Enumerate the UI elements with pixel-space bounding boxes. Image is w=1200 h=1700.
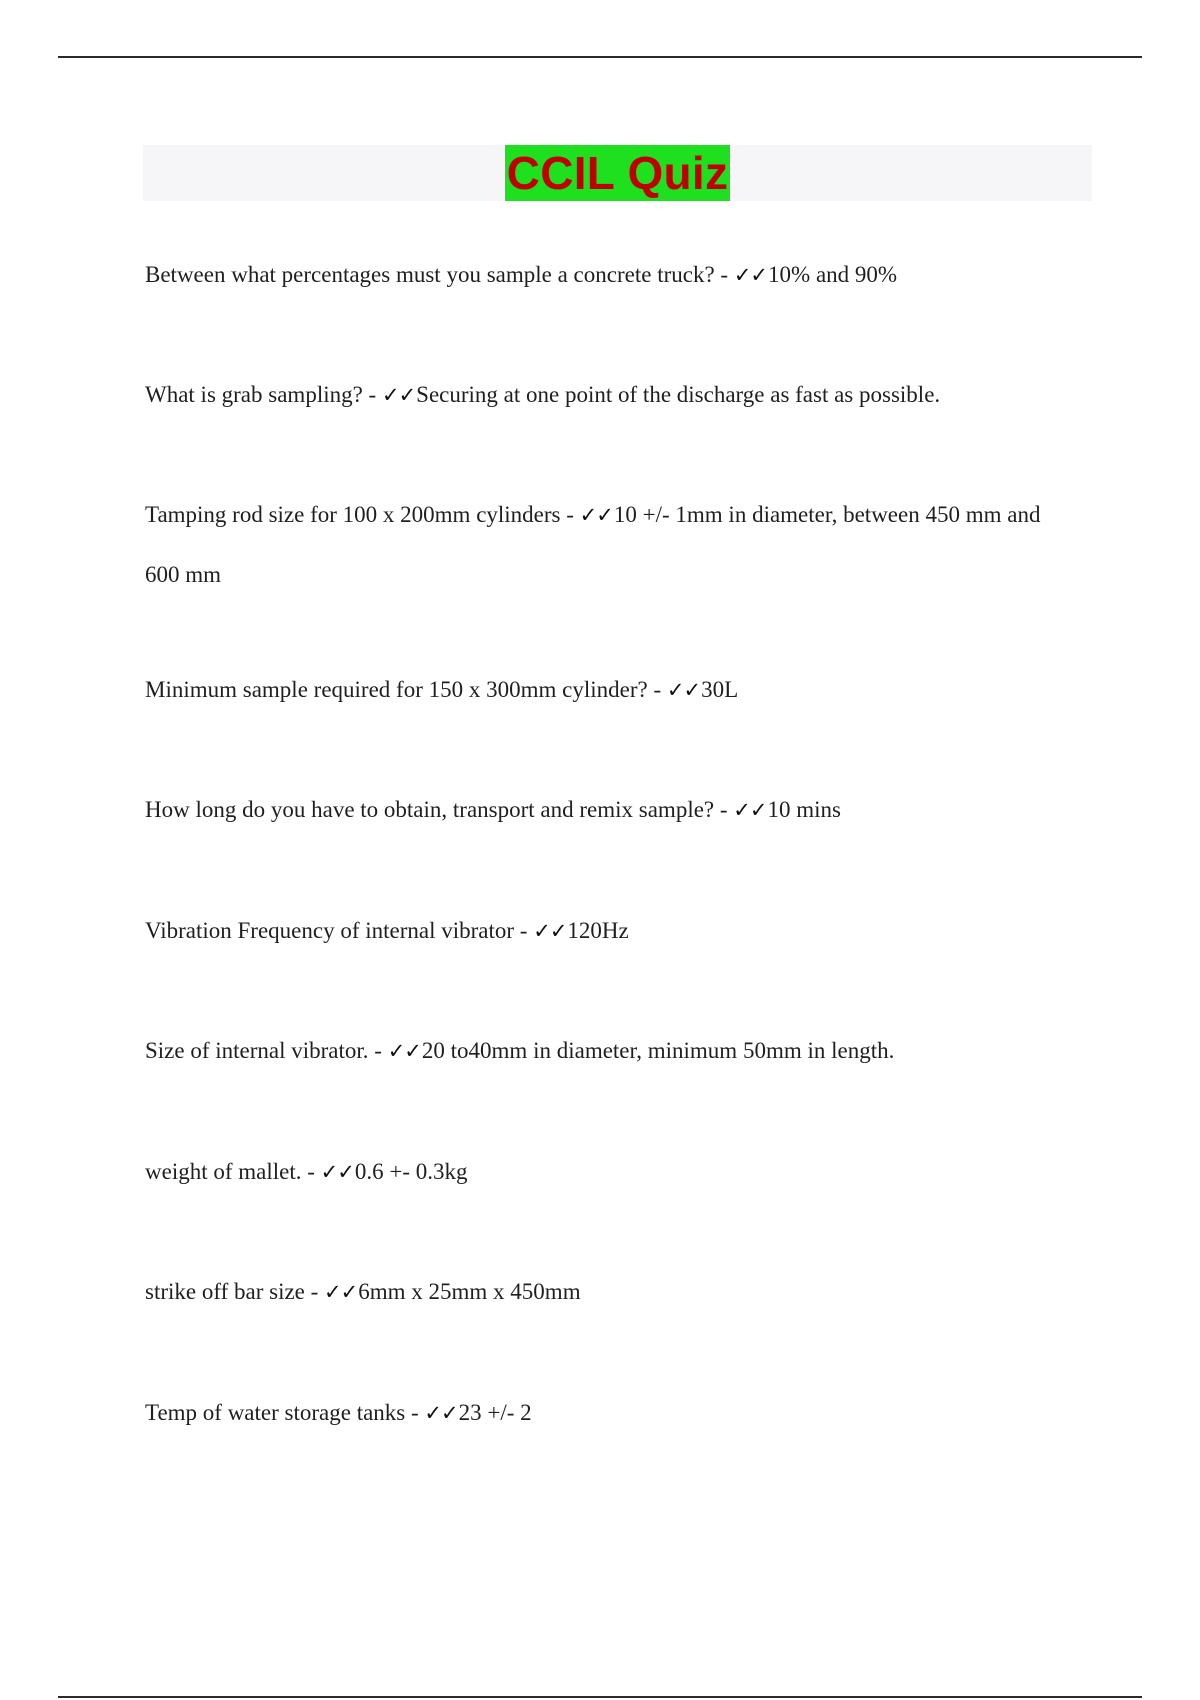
answer-text: 20 to40mm in diameter, minimum 50mm in length. [421,1038,895,1063]
double-check-icon: ✓✓ [733,263,768,287]
question-text: strike off bar size - [145,1279,325,1304]
qa-item [145,365,1065,425]
double-check-icon: ✓✓ [381,383,416,407]
answer-text: 10 mins [767,797,841,822]
title-band [143,145,1092,201]
double-check-icon: ✓✓ [320,1160,354,1184]
answer-text: 0.6 +- 0.3kg [354,1159,468,1184]
answer-text: 23 +/- 2 [458,1400,532,1425]
qa-item [145,780,1065,840]
qa-item [145,245,1065,305]
question-text: Minimum sample required for 150 x 300mm cylinder? - [145,677,667,702]
question-text: Temp of water storage tanks - [145,1400,425,1425]
qa-item [145,1021,1065,1081]
double-check-icon: ✓✓ [533,919,567,943]
double-check-icon: ✓✓ [324,1280,358,1304]
qa-item [145,1383,1065,1443]
double-check-icon: ✓✓ [387,1039,421,1063]
qa-item [145,660,1065,720]
qa-item [145,485,1065,605]
qa-item [145,1262,1065,1322]
double-check-icon: ✓✓ [424,1401,458,1425]
question-text: Vibration Frequency of internal vibrator - [145,918,534,943]
bottom-rule [58,1696,1142,1698]
double-check-icon: ✓✓ [666,678,701,702]
answer-text: 6mm x 25mm x 450mm [358,1279,581,1304]
qa-item [145,901,1065,961]
page-title: CCIL Quiz [506,147,729,199]
question-text: Between what percentages must you sample a concrete truck? - [145,262,734,287]
question-text: Size of internal vibrator. - [145,1038,388,1063]
question-text: weight of mallet. - [145,1159,321,1184]
answer-text: 10% and 90% [768,262,898,287]
question-text: How long do you have to obtain, transport and remix sample? - [145,797,734,822]
top-rule [58,56,1142,58]
double-check-icon: ✓✓ [733,798,767,822]
qa-item [145,1142,1065,1202]
answer-text: 10 +/- 1mm in diameter, between 450 mm and 600 mm [145,502,1041,587]
answer-text: 30L [701,677,739,702]
question-text: What is grab sampling? - [145,382,382,407]
answer-text: Securing at one point of the discharge as fast as possible. [416,382,941,407]
question-text: Tamping rod size for 100 x 200mm cylinders - [145,502,580,527]
double-check-icon: ✓✓ [579,503,613,527]
answer-text: 120Hz [567,918,629,943]
